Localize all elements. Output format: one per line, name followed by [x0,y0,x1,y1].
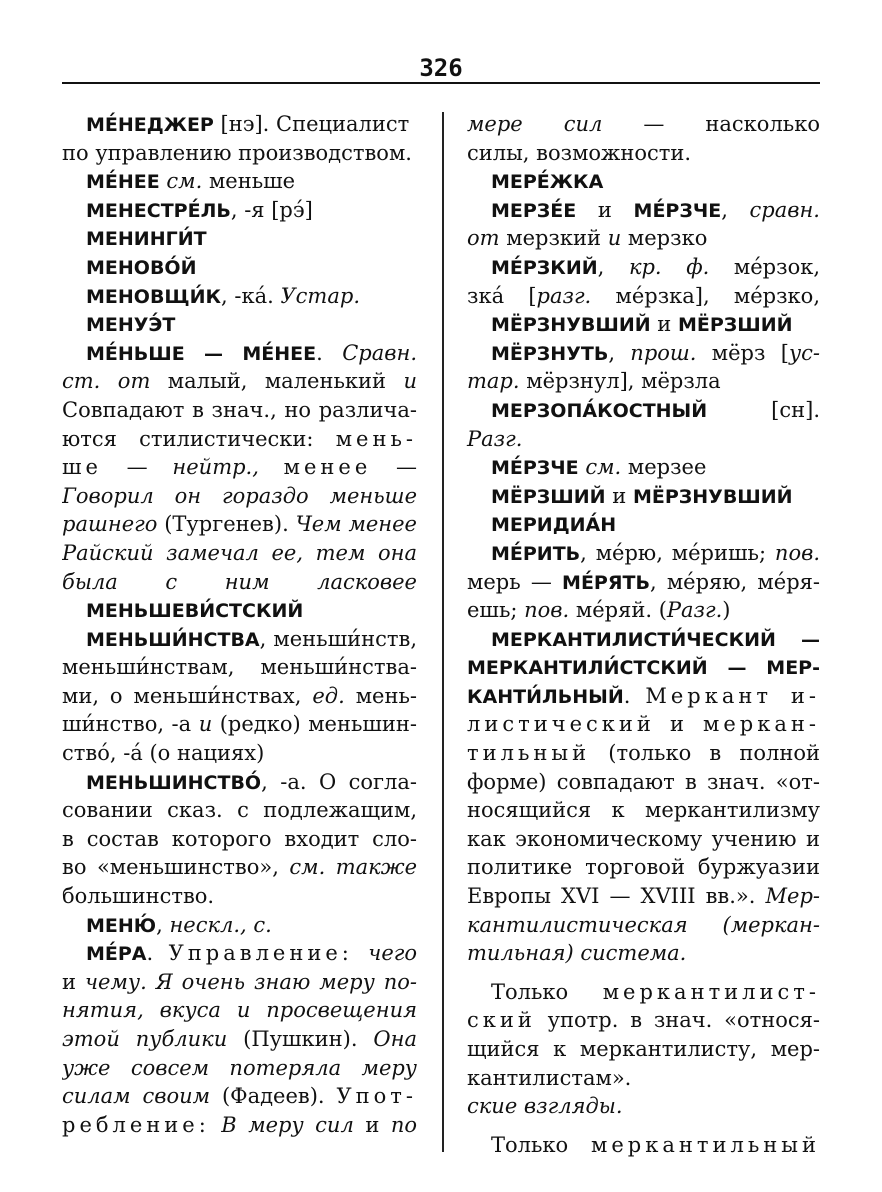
spaced-text: меркантилист- [602,979,820,1004]
text-line [62,539,417,568]
text-run: малый, маленький [150,369,404,394]
text-line [467,482,820,511]
text-line [467,911,820,940]
text-line [467,310,820,339]
italic-text: см. [578,455,622,480]
italic-text: и [198,712,213,737]
text-line [62,1025,417,1054]
italic-text: кантилистическая (меркан- [467,912,820,937]
spaced-text: Управление: [168,941,353,966]
text-run: носящийся к меркантилизму [467,798,820,823]
italic-text: кр. ф. [628,254,710,279]
page-number: 326 [419,54,463,82]
italic-text: Чем менее [295,512,417,537]
text-run: (Фадеев). [210,1084,337,1109]
text-line [62,768,417,797]
spaced-text: меркантильный [591,1132,820,1157]
text-run: , [156,912,170,937]
text-run: политике торговой буржуазии [467,855,820,880]
text-run: . [623,683,646,708]
italic-text: Сравн. [342,340,417,365]
text-line [467,882,820,911]
text-run [353,941,368,965]
text-run: щийся к меркантилисту, мер- [467,1037,820,1061]
text-line [62,139,417,168]
text-line [467,425,820,454]
text-run [210,1113,222,1137]
text-line [62,625,417,654]
text-run: (Пушкин). [227,1027,374,1051]
text-line [467,167,820,196]
text-run: , меньши́нств, [259,626,417,651]
text-run: как экономическому учению и [467,826,820,851]
text-line [467,682,820,711]
text-run: мёрз [ [696,340,789,365]
text-run: мерзее [621,455,707,480]
text-line [62,396,417,425]
text-run: силы, возможности. [467,140,692,165]
text-line [62,968,417,997]
text-run: во «меньшинство», [62,855,290,880]
text-run: и [605,483,633,508]
text-run: в состав которого входит сло- [62,826,417,851]
italic-text: ские взгляды. [467,1094,623,1119]
italic-text: нейтр., [172,455,259,480]
text-run: зка́ [ [467,283,537,308]
text-line [467,568,820,597]
text-line [467,825,820,854]
text-run: , ме́рю, ме́ришь; [580,540,775,565]
italic-text: по [390,1112,417,1137]
headword: МЕ́РЯТЬ [562,571,650,594]
italic-text: ус- [788,340,820,365]
spaced-text: мень- [335,426,417,451]
text-line [62,253,417,282]
italic-text: Райский замечал ее, тем она [62,540,417,565]
italic-text: чего [368,941,417,966]
spaced-text: ребление: [62,1112,210,1137]
text-line [467,653,820,682]
text-run: Только [491,1132,592,1157]
text-line [467,253,820,282]
headword: МЕРЗЕ́Е [491,199,577,222]
text-line [467,196,820,225]
text-line [62,367,417,396]
text-run: меньше [202,169,296,194]
headword: МЁРЗНУВШИЙ [632,485,793,508]
headword: МЕНЬШИНСТВО́ [86,771,262,794]
italic-text: Разг. [666,598,723,623]
text-run: Европы XVI — XVIII вв.». [467,884,766,909]
text-run: ми, о меньши́нствах, [62,683,313,708]
italic-text: пов. [774,540,820,565]
text-run: — насколько [643,112,820,136]
right-column [467,110,820,1159]
spaced-text: ше [62,455,102,480]
text-line [467,224,820,253]
text-run: , [597,254,629,279]
text-run: — [101,455,173,480]
headword: МЁРЗШИЙ [491,485,606,508]
text-line [467,978,820,1007]
italic-text: Устар. [280,283,360,308]
text-run: и [576,197,634,222]
text-line [62,568,417,597]
text-run: [сн]. [707,397,820,422]
text-line [467,939,820,968]
text-line [62,939,417,968]
text-line [62,224,417,253]
text-run: , -ка́. [221,283,281,308]
text-run: (только в полной [590,741,820,766]
headword: МЁРЗНУВШИЙ [491,314,651,337]
italic-text: Разг. [467,426,523,451]
italic-text: В меру сил [221,1112,354,1137]
text-run: употр. в знач. «относя- [535,1008,820,1033]
headword: МЁРЗНУТЬ [491,342,609,365]
headword: МЕНЬШЕВИ́СТСКИЙ [86,600,304,623]
italic-text: была с ним ласковее [62,569,417,594]
text-run: мень- [344,683,417,708]
spaced-text: тильный [467,741,591,766]
headword: МЕНУЭ́Т [86,314,176,337]
text-line [467,596,820,625]
text-run: , -я [рэ́] [230,197,313,222]
text-line [62,1054,417,1083]
headword: МЕ́РЗКИЙ [491,256,598,279]
text-run: ме́ряй. ( [569,598,667,623]
italic-text: пов. [524,598,570,623]
text-line [62,167,417,196]
headword: МЕРЕ́ЖКА [491,171,604,194]
text-run: мёрзнул], мёрзла [519,369,721,394]
italic-text: прош. [630,340,697,365]
headword: МЕРКАНТИЛИ́СТСКИЙ — МЕР- [467,657,820,680]
headword: МЕНЕСТРЕ́ЛЬ [86,199,231,222]
text-line [62,425,417,454]
header-rule [62,82,820,84]
headword: МЕ́НЬШЕ — МЕ́НЕЕ [86,342,317,365]
text-run: Совпадают в знач., но различа- [62,397,417,422]
italic-text: уже совсем потеряла меру [62,1055,417,1080]
italic-text: Говорил он гораздо меньше [62,483,417,508]
text-line [62,739,417,768]
text-run: кантилистам». [467,1065,632,1090]
text-line [62,596,417,625]
headword: МЕ́РИТЬ [491,542,581,565]
text-line [467,367,820,396]
text-run: ) [722,598,731,623]
text-line [62,1082,417,1111]
text-run: мерзкий [499,226,608,251]
text-line [62,825,417,854]
italic-text: мере сил [467,112,603,136]
headword: МЁРЗШИЙ [677,314,793,337]
text-run: — [371,455,417,480]
headword: МЕ́РА [86,943,147,966]
italic-text: этой публики [62,1027,228,1051]
headword: МЕ́РЗЧЕ [633,199,722,222]
italic-text: силам своим [62,1084,211,1109]
text-line [467,796,820,825]
text-line [62,911,417,940]
text-line [467,853,820,882]
italic-text: ст. от [62,369,151,394]
text-line [467,110,820,139]
text-run: ство́, -а́ (о нациях) [62,741,265,766]
text-run: и [353,1112,391,1137]
italic-text: от [467,226,500,251]
text-line [467,1092,820,1121]
text-run: (Тургенев). [157,512,296,537]
text-line [467,710,820,739]
italic-text: разг. [536,283,592,308]
italic-text: Она [373,1027,417,1051]
text-run: мерзко [621,226,708,251]
text-line [467,739,820,768]
column-divider [442,112,444,1152]
text-run: Только [491,979,603,1004]
text-line [467,396,820,425]
text-line [62,339,417,368]
text-run: , [608,340,631,365]
text-run: , ме́ряю, ме́ря- [649,569,820,594]
text-line [467,768,820,797]
text-line [467,1064,820,1093]
text-line [467,339,820,368]
headword: КАНТИ́ЛЬНЫЙ [467,685,624,708]
text-run: и [62,969,85,994]
text-run: по управлению производством. [62,140,412,165]
text-run: [нэ]. Специалист [213,112,410,136]
headword: МЕРЗОПА́КОСТНЫЙ [491,399,708,422]
text-run [259,455,284,479]
spaced-text: Упот- [336,1084,417,1109]
headword: МЕ́НЕЕ [86,171,160,194]
text-run: , -а. О согла- [261,769,417,794]
left-column [62,110,417,1139]
text-run: форме) совпадают в знач. «от- [467,769,820,794]
text-run: и [650,312,678,337]
text-run: большинство. [62,884,215,909]
text-run: , [721,197,750,222]
italic-text: нятия, вкуса и просвещения [62,998,417,1023]
text-line [62,110,417,139]
spaced-text: менее [283,455,372,480]
text-line [62,1111,417,1140]
text-line [62,996,417,1025]
text-line [62,196,417,225]
text-run: (редко) меньшин- [212,712,417,737]
italic-text: Мер- [765,884,820,909]
text-run: . [146,941,169,966]
italic-text: тильная) система. [467,941,687,966]
text-line [62,310,417,339]
italic-text: рашнего [62,512,158,537]
italic-text: сравн. [749,197,820,222]
headword: МЕ́РЗЧЕ [491,457,579,480]
text-line [467,282,820,311]
text-line [467,510,820,539]
spaced-text: ский [467,1008,536,1033]
headword: МЕНОВЩИ́К [86,285,222,308]
text-line [62,682,417,711]
text-run: ме́рзок, [733,254,820,279]
headword: МЕРИДИА́Н [491,514,617,537]
italic-text: см. [159,169,203,194]
text-run: меньши́нствам, меньши́нства- [62,655,417,680]
text-line [62,710,417,739]
italic-text: и [403,369,417,394]
text-run: ются стилистически: [62,426,336,451]
headword: МЕНОВО́Й [86,256,197,279]
text-line [62,882,417,911]
text-line [62,653,417,682]
text-line [62,482,417,511]
text-line [62,510,417,539]
text-line [467,1131,820,1160]
text-run: ме́рзка], ме́рзко, [615,283,820,308]
text-run: . [316,340,343,365]
headword: МЕРКАНТИЛИСТИ́ЧЕСКИЙ — [491,628,820,651]
text-run: ши́нство, -а [62,712,199,737]
text-line [467,1006,820,1035]
text-line [467,139,820,168]
spaced-text: Меркант и- [645,683,820,708]
headword: МЕНЮ́ [86,914,157,937]
text-run: мерь — [467,569,563,594]
headword: МЕНЬШИ́НСТВА [86,628,260,651]
headword: МЕ́НЕДЖЕР [86,114,214,136]
italic-text: чему. Я очень знаю меру по- [84,969,417,994]
text-line [467,1035,820,1064]
italic-text: см. также [289,855,417,880]
text-line [62,853,417,882]
text-line [467,453,820,482]
italic-text: нескл., с. [169,912,272,937]
spaced-text: листический и меркан- [467,712,820,737]
italic-text: ед. [312,683,345,708]
italic-text: и [607,226,622,251]
headword: МЕНИНГИ́Т [86,228,207,251]
text-line [467,539,820,568]
italic-text: тар. [467,369,520,394]
text-line [62,453,417,482]
text-line [467,625,820,654]
text-line [62,796,417,825]
text-run: совании сказ. с подлежащим, [62,798,417,823]
text-line [62,282,417,311]
text-run: ешь; [467,598,525,623]
